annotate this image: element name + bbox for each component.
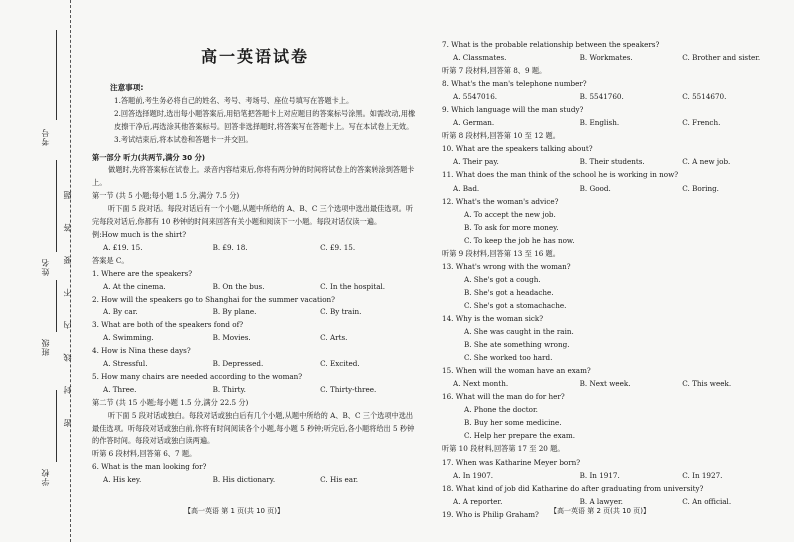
option-a: A. At the cinema. bbox=[103, 281, 166, 291]
question-options bbox=[92, 281, 418, 294]
listen-instruction: 听第 8 段材料,回答第 10 至 12 题。 bbox=[442, 131, 560, 141]
question-options bbox=[442, 182, 782, 195]
question: 15. When will the woman have an exam? bbox=[442, 366, 591, 376]
question: 7. What is the probable relationship between the speakers? bbox=[442, 40, 660, 49]
option-a: A. Swimming. bbox=[103, 333, 154, 343]
question-options bbox=[442, 90, 782, 103]
question: 12. What's the woman's advice? bbox=[442, 196, 559, 206]
option-c: C. Brother and sister. bbox=[682, 53, 761, 63]
part1-heading: 第一部分 听力(共两节,满分 30 分) bbox=[92, 152, 206, 162]
notes-heading: 注意事项: bbox=[110, 83, 144, 92]
option-c: C. Arts. bbox=[320, 333, 348, 343]
section2-intro: 听下面 5 段对话或独白。每段对话或独白后有几个小题,从题中所给的 A、B、C 三个选项中选出最佳选项。听每段对话或独白前,你将有时间阅读各个小题,每小题 5 秒钟;听完后,各小题将给出 5 秒钟的作答时间。每段对话或独白读两遍。 bbox=[92, 410, 415, 446]
right-column bbox=[442, 38, 782, 521]
option-a: A. £19. 15. bbox=[103, 242, 143, 252]
margin-field-kaohao: 考号 bbox=[41, 128, 50, 146]
option-c: C. £9. 15. bbox=[320, 242, 356, 252]
option-c: C. To keep the job he has now. bbox=[464, 235, 575, 245]
option-c: C. An official. bbox=[682, 496, 732, 506]
option-b: B. Next week. bbox=[579, 379, 631, 389]
option-a: A. Classmates. bbox=[453, 53, 507, 63]
option-a: A. Phone the doctor. bbox=[464, 405, 538, 415]
margin-blank-banji bbox=[56, 280, 57, 332]
listen-instruction: 听第 7 段材料,回答第 8、9 题。 bbox=[442, 66, 547, 76]
question: 19. Who is Philip Graham? bbox=[442, 509, 539, 519]
option-c: C. By train. bbox=[320, 307, 362, 317]
note-item: 2.回答选择题时,选出每小题答案后,用铅笔把答题卡上对应题目的答案标号涂黑。如需改动,用橡皮擦干净后,再选涂其他答案标号。回答非选择题时,将答案写在答题卡上。写在本试卷上无效。 bbox=[114, 108, 416, 131]
option-a: A. She's got a cough. bbox=[464, 274, 541, 284]
question-options bbox=[92, 306, 418, 319]
option-c: C. French. bbox=[682, 118, 721, 128]
margin-blank-xuexiao bbox=[56, 390, 57, 462]
option-b: B. To ask for more money. bbox=[464, 222, 559, 232]
option-b: B. A lawyer. bbox=[579, 496, 623, 506]
option-c: C. Thirty-three. bbox=[320, 384, 377, 394]
option-c: C. 5514670. bbox=[682, 92, 727, 102]
question: 4. How is Nina these days? bbox=[92, 346, 191, 356]
question: 17. When was Katharine Meyer born? bbox=[442, 457, 581, 467]
option-c: C. Help her prepare the exam. bbox=[464, 431, 576, 441]
option-c: C. Boring. bbox=[682, 183, 719, 193]
question: 3. What are both of the speakers fond of? bbox=[92, 320, 244, 330]
listen-instruction: 听第 10 段材料,回答第 17 至 20 题。 bbox=[442, 444, 565, 454]
option-b: B. In 1917. bbox=[579, 470, 620, 480]
option-b: B. She ate something wrong. bbox=[464, 340, 570, 350]
question-options bbox=[442, 377, 782, 390]
option-c: C. Excited. bbox=[320, 359, 360, 369]
option-b: B. Good. bbox=[579, 183, 611, 193]
left-column bbox=[92, 82, 418, 487]
question: 18. What kind of job did Katharine do after graduating from university? bbox=[442, 483, 704, 493]
option-a: A. She was caught in the rain. bbox=[464, 327, 574, 337]
option-b: B. Buy her some medicine. bbox=[464, 418, 562, 428]
option-a: A. Bad. bbox=[453, 183, 480, 193]
question: 1. Where are the speakers? bbox=[92, 268, 193, 278]
option-c: C. A new job. bbox=[682, 157, 731, 167]
question-options bbox=[92, 358, 418, 371]
question-options bbox=[92, 384, 418, 397]
question: 8. What's the man's telephone number? bbox=[442, 79, 587, 89]
listen-instruction: 听第 6 段材料,回答第 6、7 题。 bbox=[92, 449, 197, 459]
example-answer: 答案是 C。 bbox=[92, 255, 129, 265]
listen-instruction: 听第 9 段材料,回答第 13 至 16 题。 bbox=[442, 248, 560, 258]
option-c: C. This week. bbox=[682, 379, 732, 389]
example-options bbox=[92, 242, 418, 255]
option-a: A. Stressful. bbox=[103, 359, 148, 369]
note-item: 3.考试结束后,将本试卷和答题卡一并交回。 bbox=[114, 134, 253, 144]
margin-field-xingming: 姓名 bbox=[41, 258, 50, 276]
page-footer-left: 【高一英语 第 1 页(共 10 页)】 bbox=[184, 507, 284, 515]
example-question: 例:How much is the shirt? bbox=[92, 229, 187, 239]
question-options bbox=[442, 155, 782, 168]
question-options bbox=[92, 332, 418, 345]
option-a: A. By car. bbox=[103, 307, 138, 317]
option-b: B. By plane. bbox=[212, 307, 257, 317]
section1-intro: 听下面 5 段对话。每段对话后有一个小题,从题中所给的 A、B、C 三个选项中选出最佳选项。听完每段对话后,你都有 10 秒钟的时间来回答有关小题和阅读下一小题。每段对话仅读一遍。 bbox=[92, 204, 414, 227]
section2-heading: 第二节 (共 15 小题;每小题 1.5 分,满分 22.5 分) bbox=[92, 397, 249, 407]
option-a: A. In 1907. bbox=[453, 470, 494, 480]
option-c: C. She's got a stomachache. bbox=[464, 300, 567, 310]
option-a: A. Next month. bbox=[453, 379, 509, 389]
question: 5. How many chairs are needed according to the woman? bbox=[92, 371, 303, 381]
option-a: A. 5547016. bbox=[453, 92, 498, 102]
question: 11. What does the man think of the school he is working in now? bbox=[442, 170, 679, 180]
option-c: C. His ear. bbox=[320, 475, 358, 485]
option-b: B. 5541760. bbox=[579, 92, 624, 102]
option-c: C. She worked too hard. bbox=[464, 353, 553, 363]
page-title: 高一英语试卷 bbox=[200, 47, 309, 66]
question: 13. What's wrong with the woman? bbox=[442, 261, 571, 271]
option-b: B. She's got a headache. bbox=[464, 287, 554, 297]
margin-field-xuexiao: 学校 bbox=[41, 468, 50, 486]
margin-blank-xingming bbox=[56, 160, 57, 252]
option-a: A. German. bbox=[453, 118, 495, 128]
option-a: A. Their pay. bbox=[453, 157, 499, 167]
section1-heading: 第一节 (共 5 小题;每小题 1.5 分,满分 7.5 分) bbox=[92, 191, 240, 201]
question: 14. Why is the woman sick? bbox=[442, 313, 544, 323]
question-options bbox=[442, 51, 782, 64]
page-footer-right: 【高一英语 第 2 页(共 10 页)】 bbox=[550, 507, 650, 515]
seal-line-text: 密 封 线 内 不 要 答 题 bbox=[63, 180, 72, 427]
question-options bbox=[92, 474, 418, 487]
question-options bbox=[442, 469, 782, 482]
option-b: B. Their students. bbox=[579, 157, 645, 167]
option-b: B. £9. 18. bbox=[212, 242, 248, 252]
part1-intro: 做题时,先将答案标在试卷上。录音内容结束后,你将有两分钟的时间将试卷上的答案转涂到答题卡上。 bbox=[92, 165, 415, 188]
option-b: B. Workmates. bbox=[579, 53, 633, 63]
option-b: B. His dictionary. bbox=[212, 475, 276, 485]
note-item: 1.答题前,考生务必将自己的姓名、考号、考场号、座位号填写在答题卡上。 bbox=[114, 95, 354, 105]
option-a: A. To accept the new job. bbox=[464, 209, 556, 219]
option-b: B. Thirty. bbox=[212, 384, 246, 394]
option-a: A. His key. bbox=[103, 475, 142, 485]
option-a: A. A reporter. bbox=[453, 496, 503, 506]
question: 10. What are the speakers talking about? bbox=[442, 144, 593, 154]
option-b: B. Depressed. bbox=[212, 359, 264, 369]
question: 6. What is the man looking for? bbox=[92, 462, 207, 472]
question: 2. How will the speakers go to Shanghai for the summer vacation? bbox=[92, 294, 336, 304]
option-b: B. Movies. bbox=[212, 333, 251, 343]
option-b: B. English. bbox=[579, 118, 620, 128]
question: 9. Which language will the man study? bbox=[442, 105, 584, 115]
option-c: C. In 1927. bbox=[682, 470, 723, 480]
margin-field-banji: 班级 bbox=[41, 338, 50, 356]
option-c: C. In the hospital. bbox=[320, 281, 386, 291]
question-options bbox=[442, 116, 782, 129]
margin-blank-kaohao bbox=[56, 30, 57, 120]
option-b: B. On the bus. bbox=[212, 281, 265, 291]
question: 16. What will the man do for her? bbox=[442, 392, 565, 402]
option-a: A. Three. bbox=[103, 384, 137, 394]
binding-margin bbox=[0, 0, 86, 542]
